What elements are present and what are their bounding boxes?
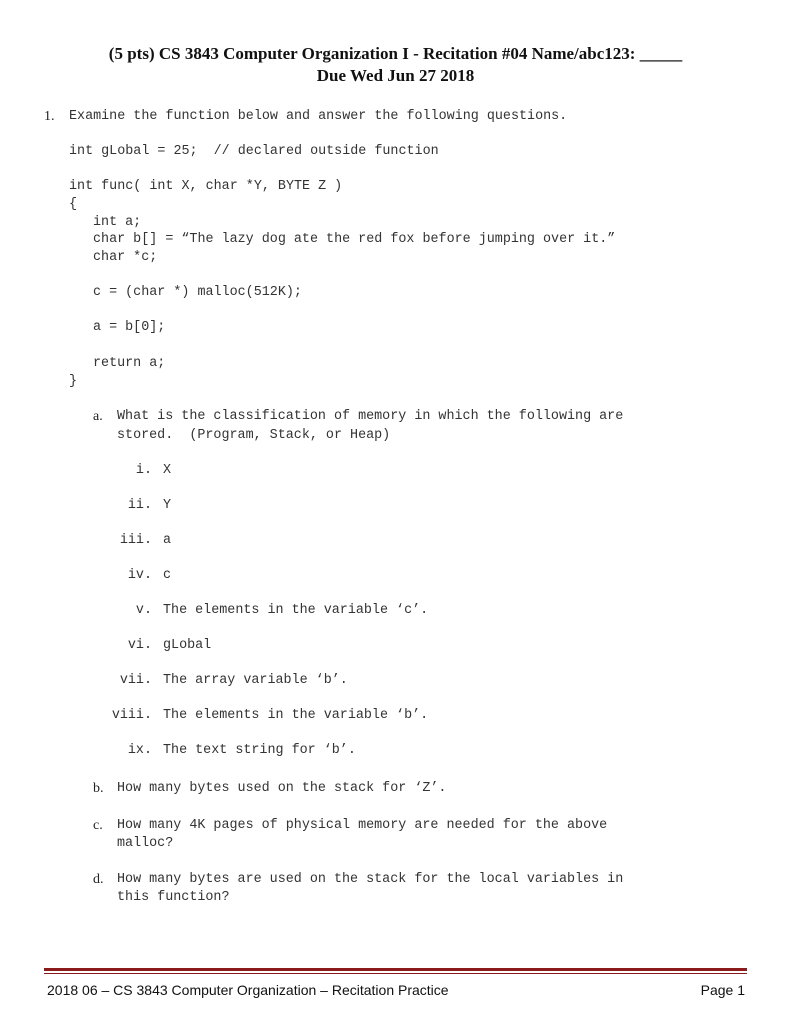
code-line-assign-a: a = b[0];: [93, 320, 166, 335]
subitem-text: c: [163, 568, 172, 583]
code-line-open-brace: {: [69, 197, 78, 212]
subitem-text: Y: [163, 498, 172, 513]
page-number: Page 1: [700, 982, 745, 998]
part-a-text-line2: stored. (Program, Stack, or Heap): [117, 428, 391, 443]
part-b-text: How many bytes used on the stack for ‘Z’.: [117, 781, 447, 796]
footer-course-text: 2018 06 – CS 3843 Computer Organization – Recitation Practice: [47, 982, 449, 998]
code-line-decl-c: char *c;: [93, 250, 158, 265]
code-line-close-brace: }: [69, 374, 78, 389]
code-line-decl-b: char b[] = “The lazy dog ate the red fox before jumping over it.”: [93, 232, 616, 247]
due-date: Due Wed Jun 27 2018: [316, 66, 475, 85]
subitem-text: The text string for ‘b’.: [163, 743, 356, 758]
subitem-text: a: [163, 533, 172, 548]
subitem-number: iii.: [119, 533, 152, 548]
part-c-label: c.: [93, 818, 103, 833]
code-line-decl-a: int a;: [93, 215, 142, 230]
question-number: 1.: [44, 109, 55, 124]
subitem-number: ii.: [127, 498, 152, 513]
question-prompt: Examine the function below and answer the following questions.: [69, 109, 568, 124]
part-b-label: b.: [93, 781, 104, 796]
subitem-number: v.: [135, 603, 152, 618]
part-d-text-line1: How many bytes are used on the stack for the local variables in: [117, 872, 624, 887]
subitem-text: The elements in the variable ‘c’.: [163, 603, 429, 618]
subitem-text: gLobal: [163, 638, 212, 653]
subitem-text: X: [163, 463, 172, 478]
code-line-signature: int func( int X, char *Y, BYTE Z ): [69, 179, 343, 194]
subitem-number: iv.: [127, 568, 152, 583]
part-a-text-line1: What is the classification of memory in which the following are: [117, 409, 624, 424]
code-line-malloc: c = (char *) malloc(512K);: [93, 285, 302, 300]
code-line-return: return a;: [93, 356, 166, 371]
subitem-number: ix.: [127, 743, 152, 758]
footer-divider-thin: [44, 973, 747, 974]
code-line-global: int gLobal = 25; // declared outside function: [69, 144, 439, 159]
part-c-text-line1: How many 4K pages of physical memory are needed for the above: [117, 818, 608, 833]
document-title: (5 pts) CS 3843 Computer Organization I - Recitation #04 Name/abc123: _____: [108, 44, 683, 63]
part-d-text-line2: this function?: [117, 890, 230, 905]
subitem-number: viii.: [111, 708, 152, 723]
part-a-label: a.: [93, 409, 103, 424]
subitem-text: The array variable ‘b’.: [163, 673, 348, 688]
subitem-text: The elements in the variable ‘b’.: [163, 708, 429, 723]
subitem-number: vii.: [119, 673, 152, 688]
footer-divider: [44, 968, 747, 971]
subitem-number: i.: [135, 463, 152, 478]
subitem-number: vi.: [127, 638, 152, 653]
part-c-text-line2: malloc?: [117, 836, 174, 851]
part-d-label: d.: [93, 872, 104, 887]
